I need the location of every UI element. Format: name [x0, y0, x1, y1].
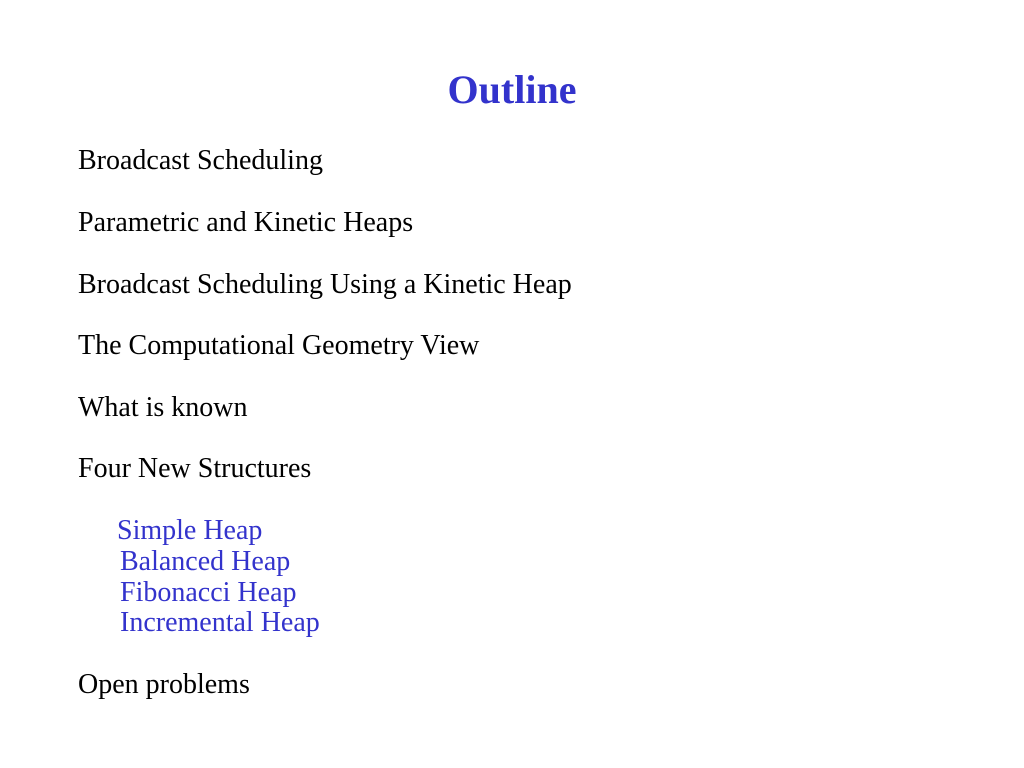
outline-item-computational-geometry-view: The Computational Geometry View	[78, 330, 480, 361]
subitem-fibonacci-heap: Fibonacci Heap	[120, 577, 297, 608]
outline-item-broadcast-scheduling-kinetic-heap: Broadcast Scheduling Using a Kinetic Heap	[78, 269, 572, 300]
outline-item-broadcast-scheduling: Broadcast Scheduling	[78, 145, 323, 176]
outline-item-parametric-kinetic-heaps: Parametric and Kinetic Heaps	[78, 207, 414, 238]
outline-item-four-new-structures: Four New Structures	[78, 453, 312, 484]
slide-title: Outline	[447, 67, 577, 112]
outline-item-open-problems: Open problems	[78, 669, 250, 700]
outline-item-what-is-known: What is known	[78, 392, 248, 423]
subitem-balanced-heap: Balanced Heap	[120, 546, 291, 577]
subitem-incremental-heap: Incremental Heap	[120, 607, 320, 638]
subitem-simple-heap: Simple Heap	[117, 515, 263, 546]
